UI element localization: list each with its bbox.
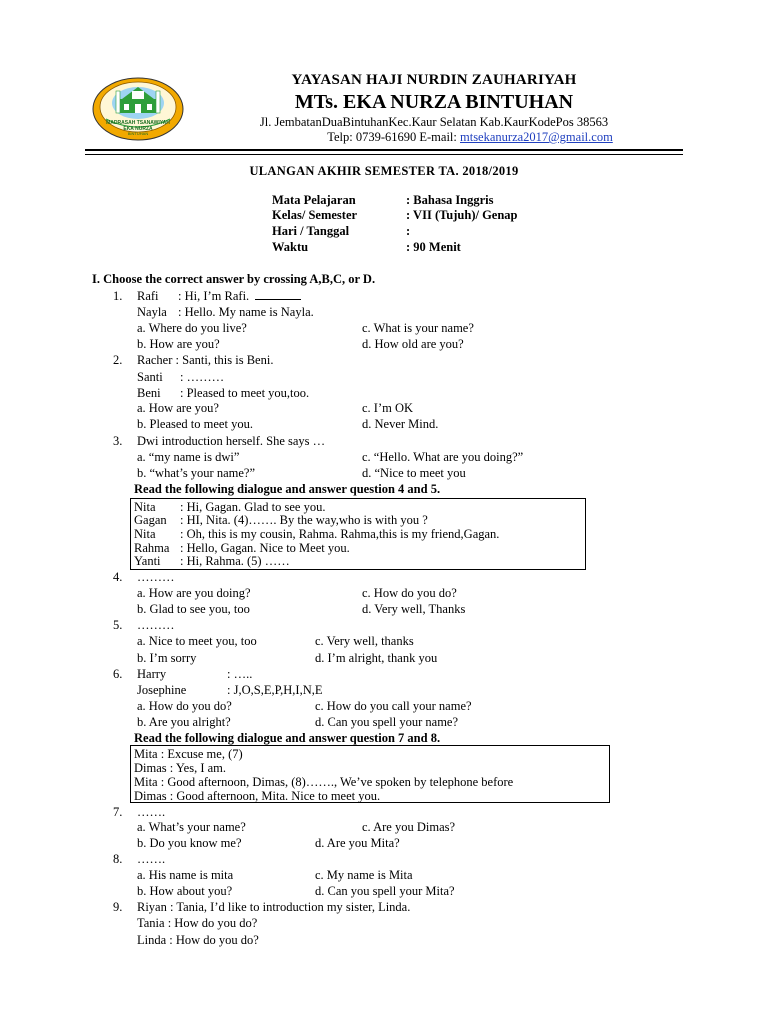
q2-line2: : ………	[180, 370, 225, 384]
svg-text:MADRASAH TSANAWIYAH: MADRASAH TSANAWIYAH	[106, 120, 170, 126]
q3-number: 3.	[113, 434, 123, 448]
dialogue2-line: Dimas : Yes, I am.	[134, 761, 227, 775]
q5-option-d: d. I’m alright, thank you	[315, 651, 438, 665]
q3-option-c: c. “Hello. What are you doing?”	[362, 450, 524, 464]
q4-number: 4.	[113, 570, 123, 584]
q5-option-c: c. Very well, thanks	[315, 634, 414, 648]
q1-option-b: b. How are you?	[137, 337, 220, 351]
q1-line1: : Hi, I’m Rafi.	[178, 289, 301, 304]
email-link[interactable]: mtsekanurza2017@gmail.com	[460, 130, 613, 144]
q2-speaker2: Santi	[137, 370, 163, 384]
info-label-subject: Mata Pelajaran	[272, 193, 356, 207]
svg-text:EKA NURZA: EKA NURZA	[123, 126, 153, 132]
svg-text:BINTUHAN: BINTUHAN	[127, 131, 149, 136]
q4-option-a: a. How are you doing?	[137, 586, 251, 600]
q1-answer-blank	[255, 289, 301, 300]
q1-speaker1: Rafi	[137, 289, 159, 303]
info-label-class: Kelas/ Semester	[272, 208, 358, 222]
dialogue1-speaker: Rahma	[134, 541, 170, 555]
q7-option-d: d. Are you Mita?	[315, 836, 400, 850]
q5-number: 5.	[113, 618, 123, 632]
dialogue1-line: : Hello, Gagan. Nice to Meet you.	[180, 541, 350, 555]
info-value-time: : 90 Menit	[406, 240, 461, 254]
q9-number: 9.	[113, 900, 123, 914]
q1-option-c: c. What is your name?	[362, 321, 474, 335]
foundation-name: YAYASAN HAJI NURDIN ZAUHARIYAH	[291, 72, 577, 88]
info-label-date: Hari / Tanggal	[272, 224, 350, 238]
q2-option-d: d. Never Mind.	[362, 417, 439, 431]
q6-option-d: d. Can you spell your name?	[315, 715, 459, 729]
dialogue2-line: Mita : Excuse me, (7)	[134, 747, 243, 761]
dialogue1-speaker: Nita	[134, 527, 156, 541]
q2-option-b: b. Pleased to meet you.	[137, 417, 253, 431]
q3-option-d: d. “Nice to meet you	[362, 466, 466, 480]
info-value-date: :	[406, 224, 411, 238]
q6-line2: : J,O,S,E,P,H,I,N,E	[227, 683, 323, 697]
q5-line1: ………	[137, 618, 175, 632]
q6-number: 6.	[113, 667, 123, 681]
q5-option-b: b. I’m sorry	[137, 651, 197, 665]
q4-line1: ………	[137, 570, 175, 584]
section-title: I. Choose the correct answer by crossing A,B,C, or D.	[92, 272, 376, 286]
q7-number: 7.	[113, 805, 123, 819]
q2-speaker3: Beni	[137, 386, 161, 400]
q2-option-a: a. How are you?	[137, 401, 219, 415]
q1-number: 1.	[113, 289, 123, 303]
q7-line1: …….	[137, 805, 166, 819]
exam-title: ULANGAN AKHIR SEMESTER TA. 2018/2019	[249, 164, 519, 178]
contact-phone: Telp: 0739-61690 E-mail:	[327, 130, 460, 144]
q1-option-a: a. Where do you live?	[137, 321, 247, 335]
dialogue1-line: : Hi, Rahma. (5) ……	[180, 554, 290, 568]
q3-option-a: a. “my name is dwi”	[137, 450, 240, 464]
q1-line2: : Hello. My name is Nayla.	[178, 305, 314, 319]
header-rule-thin	[85, 154, 683, 155]
dialogue2-line: Mita : Good afternoon, Dimas, (8)……., We’ve spoken by telephone before	[134, 775, 514, 789]
q6-speaker2: Josephine	[137, 683, 187, 697]
q9-line2: Tania : How do you do?	[137, 916, 258, 930]
q8-option-a: a. His name is mita	[137, 868, 234, 882]
q7-option-a: a. What’s your name?	[137, 820, 246, 834]
q6-option-c: c. How do you call your name?	[315, 699, 472, 713]
q2-option-c: c. I’m OK	[362, 401, 414, 415]
dialogue1-instruction: Read the following dialogue and answer question 4 and 5.	[134, 482, 441, 496]
q6-line1: : …..	[227, 667, 253, 681]
q9-line1: Riyan : Tania, I’d like to introduction my sister, Linda.	[137, 900, 411, 914]
dialogue1-line: : HI, Nita. (4)……. By the way,who is with you ?	[180, 513, 428, 527]
q3-line1: Dwi introduction herself. She says …	[137, 434, 326, 448]
q2-number: 2.	[113, 353, 123, 367]
q1-speaker2: Nayla	[137, 305, 167, 319]
dialogue1-speaker: Gagan	[134, 513, 167, 527]
dialogue2-line: Dimas : Good afternoon, Mita. Nice to meet you.	[134, 789, 381, 803]
q2-line1: Racher : Santi, this is Beni.	[137, 353, 274, 367]
q4-option-c: c. How do you do?	[362, 586, 457, 600]
q7-option-b: b. Do you know me?	[137, 836, 242, 850]
q7-option-c: c. Are you Dimas?	[362, 820, 456, 834]
dialogue1-speaker: Yanti	[134, 554, 161, 568]
dialogue2-instruction: Read the following dialogue and answer question 7 and 8.	[134, 731, 441, 745]
info-value-class: : VII (Tujuh)/ Genap	[406, 208, 518, 222]
q8-option-d: d. Can you spell your Mita?	[315, 884, 455, 898]
q5-option-a: a. Nice to meet you, too	[137, 634, 257, 648]
header-rule-thick	[85, 149, 683, 151]
info-value-subject: : Bahasa Inggris	[406, 193, 494, 207]
dialogue1-line: : Oh, this is my cousin, Rahma. Rahma,this is my friend,Gagan.	[180, 527, 500, 541]
q6-option-b: b. Are you alright?	[137, 715, 231, 729]
q6-speaker1: Harry	[137, 667, 167, 681]
q2-line3: : Pleased to meet you,too.	[180, 386, 310, 400]
q8-number: 8.	[113, 852, 123, 866]
school-contact	[190, 130, 750, 145]
dialogue1-speaker: Nita	[134, 500, 156, 514]
q4-option-b: b. Glad to see you, too	[137, 602, 250, 616]
q6-option-a: a. How do you do?	[137, 699, 232, 713]
q1-option-d: d. How old are you?	[362, 337, 464, 351]
q8-option-c: c. My name is Mita	[315, 868, 413, 882]
school-address: Jl. JembatanDuaBintuhanKec.Kaur Selatan Kab.KaurKodePos 38563	[259, 115, 609, 129]
school-name: MTs. EKA NURZA BINTUHAN	[294, 91, 574, 113]
info-label-time: Waktu	[272, 240, 309, 254]
dialogue1-line: : Hi, Gagan. Glad to see you.	[180, 500, 326, 514]
q8-option-b: b. How about you?	[137, 884, 233, 898]
q3-option-b: b. “what’s your name?”	[137, 466, 256, 480]
q8-line1: …….	[137, 852, 166, 866]
q9-line3: Linda : How do you do?	[137, 933, 259, 947]
q4-option-d: d. Very well, Thanks	[362, 602, 466, 616]
